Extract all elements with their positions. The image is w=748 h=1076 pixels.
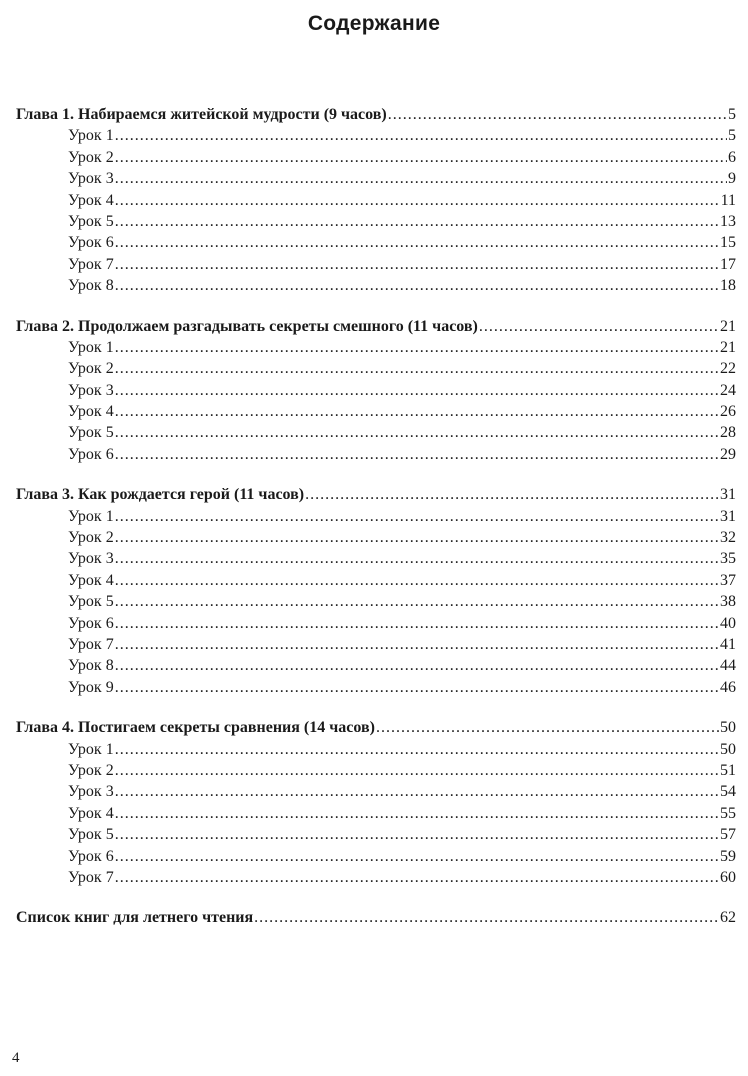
page-ref: 50	[720, 719, 736, 737]
table-of-contents	[16, 104, 736, 929]
dot-leader	[115, 232, 719, 253]
toc-lesson-entry[interactable]	[16, 824, 736, 845]
lesson-label: Урок 3	[68, 381, 114, 399]
lesson-label: Урок 9	[68, 678, 114, 696]
lesson-label: Урок 3	[68, 550, 114, 568]
toc-lesson-entry[interactable]	[16, 422, 736, 443]
toc-chapter	[16, 484, 736, 698]
page-ref: 22	[720, 360, 736, 378]
dot-leader	[305, 484, 719, 505]
lesson-label: Урок 7	[68, 255, 114, 273]
lesson-label: Урок 5	[68, 424, 114, 442]
toc-lesson-entry[interactable]	[16, 147, 736, 168]
toc-lesson-entry[interactable]	[16, 275, 736, 296]
toc-lesson-entry[interactable]	[16, 634, 736, 655]
page-ref: 51	[720, 761, 736, 779]
lesson-label: Урок 6	[68, 847, 114, 865]
lesson-label: Урок 2	[68, 529, 114, 547]
page-ref: 9	[728, 170, 736, 188]
lesson-label: Урок 6	[68, 445, 114, 463]
lesson-label: Урок 4	[68, 571, 114, 589]
dot-leader	[115, 358, 719, 379]
toc-chapter	[16, 717, 736, 888]
dot-leader	[376, 717, 719, 738]
lesson-label: Урок 7	[68, 635, 114, 653]
lesson-label: Урок 2	[68, 360, 114, 378]
lesson-label: Урок 5	[68, 826, 114, 844]
page-ref: 24	[720, 381, 736, 399]
toc-chapter-entry[interactable]	[16, 717, 736, 738]
lesson-label: Урок 1	[68, 338, 114, 356]
page-ref: 46	[720, 678, 736, 696]
page-ref: 37	[720, 571, 736, 589]
chapter-title: Список книг для летнего чтения	[16, 909, 254, 927]
toc-lesson-entry[interactable]	[16, 444, 736, 465]
page-ref: 31	[720, 507, 736, 525]
dot-leader	[115, 591, 719, 612]
lesson-label: Урок 6	[68, 234, 114, 252]
page-ref: 5	[728, 127, 736, 145]
toc-lesson-entry[interactable]	[16, 846, 736, 867]
page-ref: 6	[728, 148, 736, 166]
dot-leader	[115, 254, 719, 275]
page-ref: 38	[720, 593, 736, 611]
toc-lesson-entry[interactable]	[16, 211, 736, 232]
dot-leader	[115, 655, 719, 676]
page-ref: 31	[720, 486, 736, 504]
toc-chapter	[16, 907, 736, 928]
dot-leader	[115, 401, 719, 422]
lesson-label: Урок 4	[68, 191, 114, 209]
dot-leader	[115, 846, 719, 867]
dot-leader	[115, 211, 719, 232]
dot-leader	[115, 613, 719, 634]
page-ref: 17	[720, 255, 736, 273]
toc-chapter-entry[interactable]	[16, 907, 736, 928]
page-ref: 35	[720, 550, 736, 568]
dot-leader	[115, 781, 719, 802]
dot-leader	[115, 125, 727, 146]
toc-chapter	[16, 104, 736, 297]
lesson-label: Урок 6	[68, 614, 114, 632]
lesson-label: Урок 3	[68, 170, 114, 188]
dot-leader	[115, 760, 719, 781]
page-ref: 59	[720, 847, 736, 865]
lesson-label: Урок 4	[68, 804, 114, 822]
page-ref: 41	[720, 635, 736, 653]
toc-lesson-entry[interactable]	[16, 677, 736, 698]
toc-chapter	[16, 316, 736, 466]
page-ref: 55	[720, 804, 736, 822]
toc-lesson-entry[interactable]	[16, 527, 736, 548]
lesson-label: Урок 8	[68, 277, 114, 295]
toc-lesson-entry[interactable]	[16, 867, 736, 888]
chapter-title: Глава 4. Постигаем секреты сравнения (14 часов)	[16, 719, 375, 737]
dot-leader	[115, 275, 719, 296]
page-ref: 50	[720, 740, 736, 758]
toc-lesson-entry[interactable]	[16, 337, 736, 358]
dot-leader	[115, 147, 727, 168]
dot-leader	[115, 570, 719, 591]
toc-lesson-entry[interactable]	[16, 190, 736, 211]
toc-lesson-entry[interactable]	[16, 781, 736, 802]
page-ref: 28	[720, 424, 736, 442]
dot-leader	[115, 803, 719, 824]
page-ref: 29	[720, 445, 736, 463]
toc-lesson-entry[interactable]	[16, 506, 736, 527]
dot-leader	[115, 527, 719, 548]
chapter-title: Глава 1. Набираемся житейской мудрости (9 часов)	[16, 106, 387, 123]
toc-lesson-entry[interactable]	[16, 803, 736, 824]
lesson-label: Урок 2	[68, 761, 114, 779]
dot-leader	[254, 907, 719, 928]
dot-leader	[115, 739, 719, 760]
dot-leader	[115, 548, 719, 569]
toc-lesson-entry[interactable]	[16, 591, 736, 612]
lesson-label: Урок 5	[68, 212, 114, 230]
toc-lesson-entry[interactable]	[16, 232, 736, 253]
dot-leader	[115, 506, 719, 527]
page-ref: 5	[728, 106, 736, 123]
toc-lesson-entry[interactable]	[16, 655, 736, 676]
toc-lesson-entry[interactable]	[16, 254, 736, 275]
dot-leader	[388, 104, 727, 125]
toc-lesson-entry[interactable]	[16, 760, 736, 781]
toc-lesson-entry[interactable]	[16, 570, 736, 591]
dot-leader	[115, 190, 720, 211]
page-ref: 21	[720, 338, 736, 356]
page-ref: 32	[720, 529, 736, 547]
dot-leader	[115, 337, 719, 358]
dot-leader	[115, 824, 719, 845]
page-ref: 15	[720, 234, 736, 252]
lesson-label: Урок 4	[68, 403, 114, 421]
lesson-label: Урок 1	[68, 740, 114, 758]
page-ref: 13	[720, 212, 736, 230]
toc-chapter-entry[interactable]	[16, 484, 736, 505]
toc-lesson-entry[interactable]	[16, 358, 736, 379]
page-ref: 60	[720, 868, 736, 886]
chapter-title: Глава 3. Как рождается герой (11 часов)	[16, 486, 305, 504]
toc-lesson-entry[interactable]	[16, 739, 736, 760]
lesson-label: Урок 1	[68, 507, 114, 525]
page-ref: 18	[720, 277, 736, 295]
dot-leader	[115, 444, 719, 465]
page-ref: 40	[720, 614, 736, 632]
toc-chapter-entry[interactable]	[16, 104, 736, 125]
dot-leader	[115, 867, 719, 888]
page-title: Содержание	[307, 12, 441, 35]
page-ref: 21	[720, 317, 736, 335]
page-ref: 11	[720, 191, 736, 209]
toc-lesson-entry[interactable]	[16, 401, 736, 422]
dot-leader	[115, 380, 719, 401]
chapter-title: Глава 2. Продолжаем разгадывать секреты смешного (11 часов)	[16, 317, 478, 335]
page-ref: 44	[720, 657, 736, 675]
dot-leader	[115, 422, 719, 443]
page-ref: 26	[720, 403, 736, 421]
dot-leader	[115, 677, 719, 698]
toc-lesson-entry[interactable]	[16, 168, 736, 189]
toc-lesson-entry[interactable]	[16, 380, 736, 401]
dot-leader	[115, 168, 727, 189]
lesson-label: Урок 1	[68, 127, 114, 145]
lesson-label: Урок 8	[68, 657, 114, 675]
toc-lesson-entry[interactable]	[16, 548, 736, 569]
page-ref: 62	[720, 909, 736, 927]
lesson-label: Урок 3	[68, 783, 114, 801]
toc-chapter-entry[interactable]	[16, 316, 736, 337]
toc-lesson-entry[interactable]	[16, 125, 736, 146]
page-ref: 57	[720, 826, 736, 844]
lesson-label: Урок 5	[68, 593, 114, 611]
page-ref: 54	[720, 783, 736, 801]
lesson-label: Урок 2	[68, 148, 114, 166]
lesson-label: Урок 7	[68, 868, 114, 886]
dot-leader	[115, 634, 719, 655]
dot-leader	[479, 316, 719, 337]
toc-lesson-entry[interactable]	[16, 613, 736, 634]
page-number: 4	[12, 1050, 20, 1066]
